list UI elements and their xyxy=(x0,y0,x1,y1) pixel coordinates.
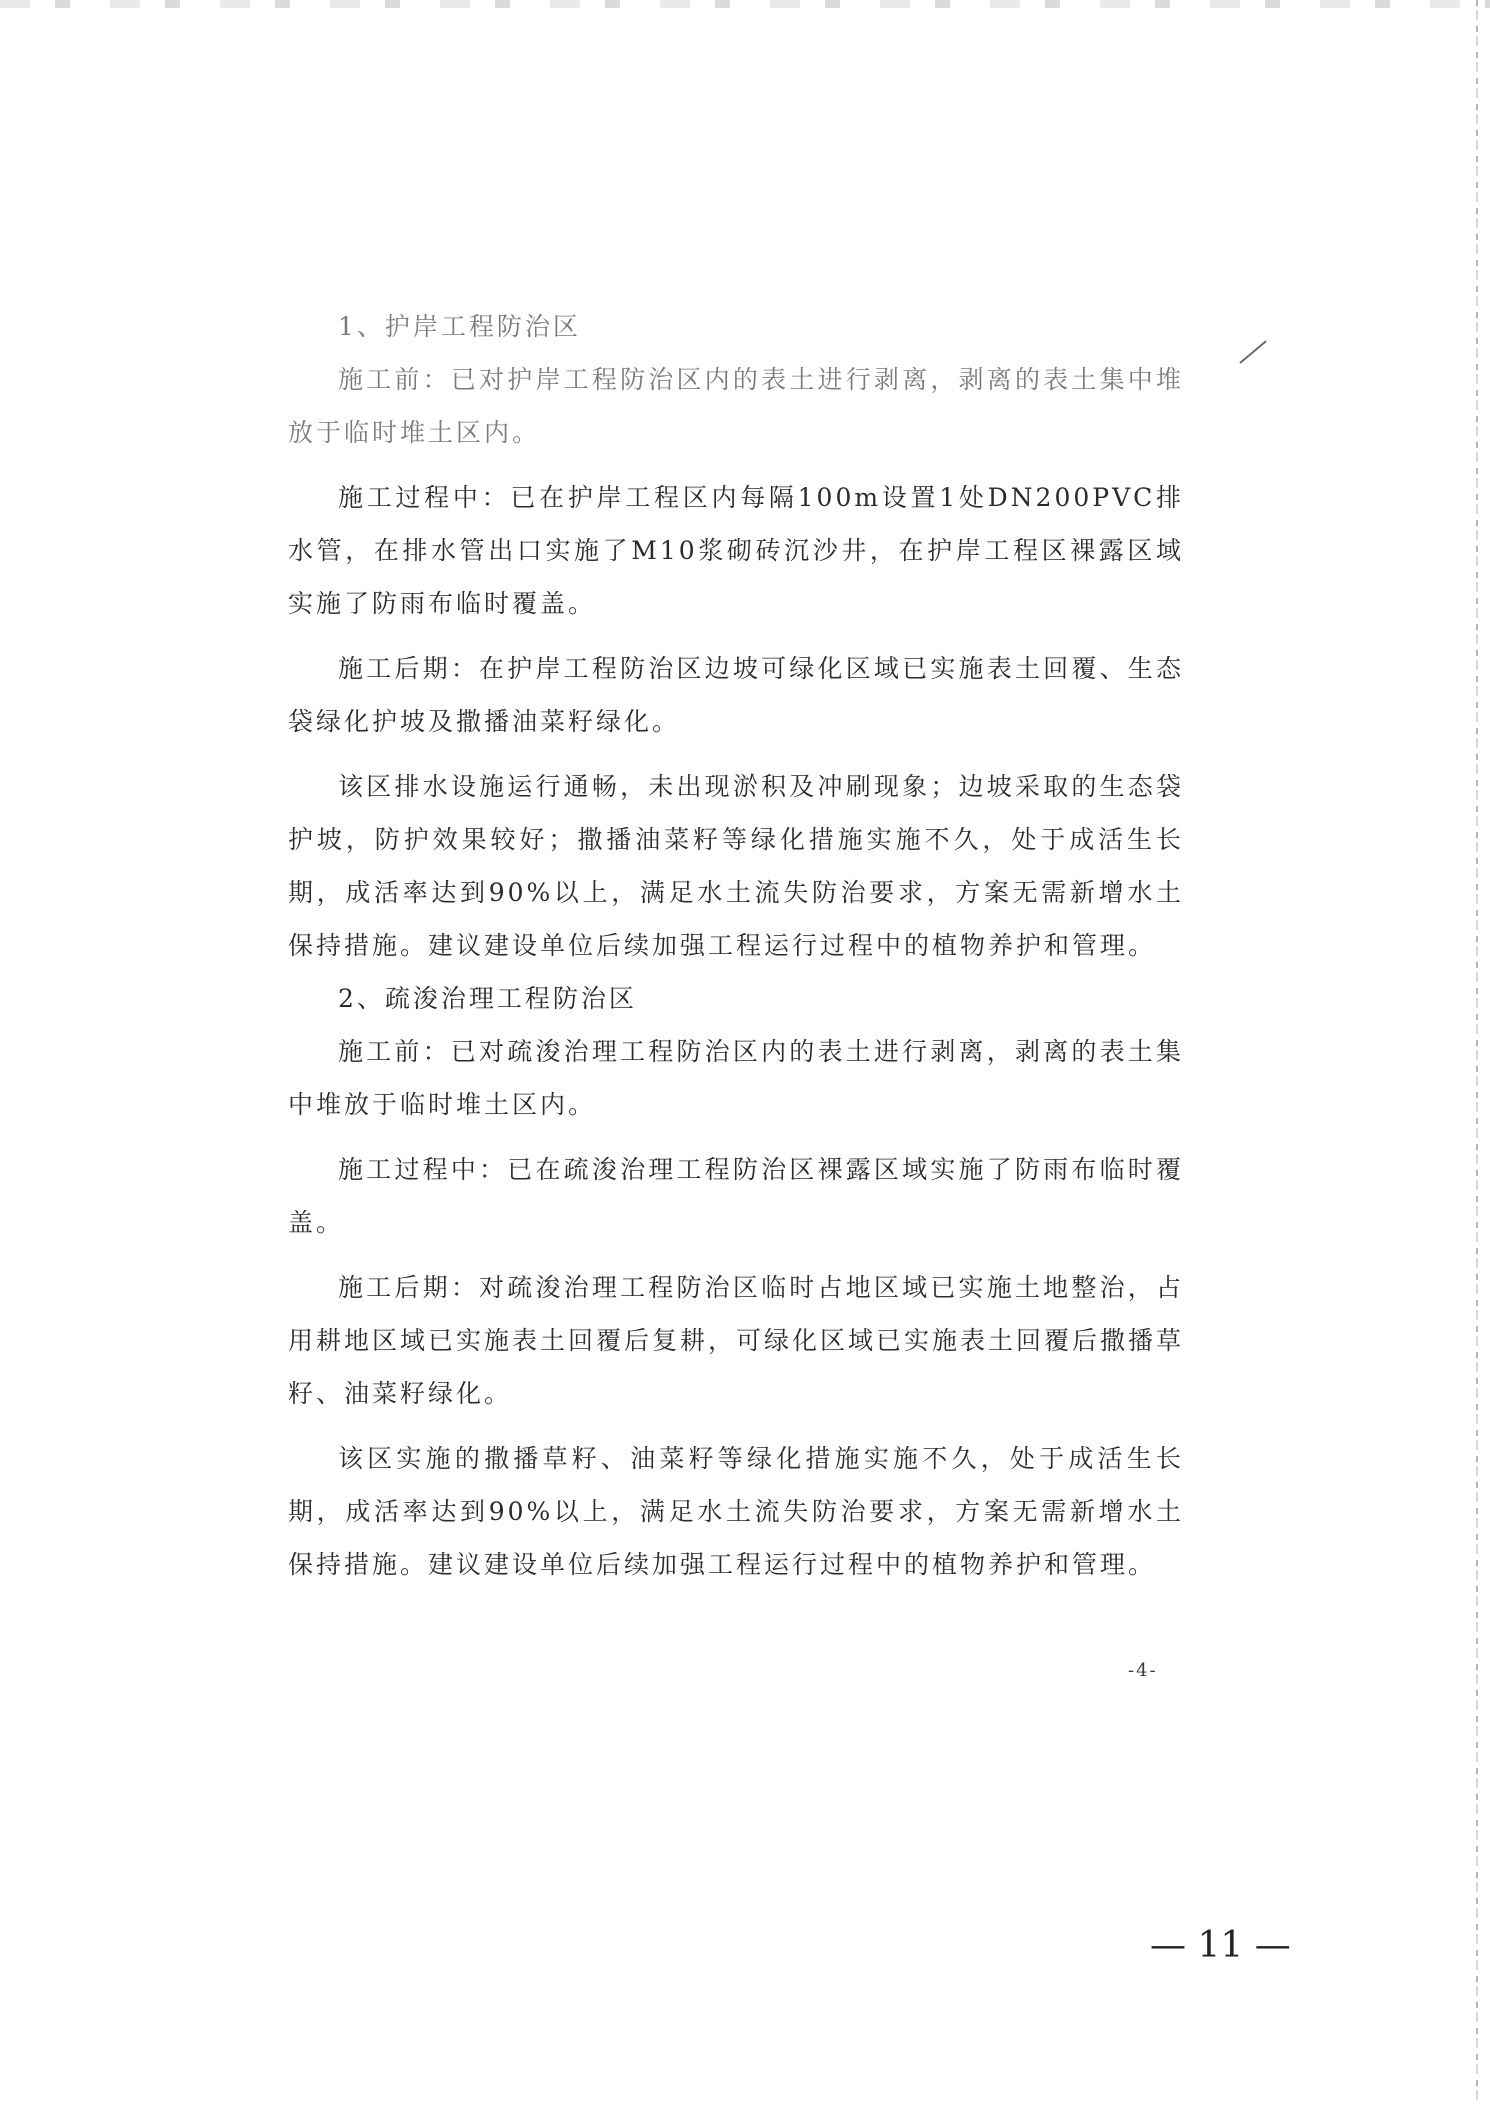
section-2-paragraph-before-construction: 施工前：已对疏浚治理工程防治区内的表土进行剥离，剥离的表土集中堆放于临时堆土区内。 xyxy=(288,1037,1184,1119)
section-2-paragraph-assessment: 该区实施的撒播草籽、油菜籽等绿化措施实施不久，处于成活生长期，成活率达到90%以上，满足水土流失防治要求，方案无需新增水土保持措施。建议建设单位后续加强工程运行过程中的植物养护和管理。 xyxy=(288,1444,1184,1579)
section-1-heading: 1、护岸工程防治区 xyxy=(338,312,581,341)
document-body xyxy=(288,300,1184,1591)
page-number: — 11 — xyxy=(1150,1925,1291,1966)
section-1-paragraph-assessment: 该区排水设施运行通畅，未出现淤积及冲刷现象；边坡采取的生态袋护坡，防护效果较好；撒播油菜籽等绿化措施实施不久，处于成活生长期，成活率达到90%以上，满足水土流失防治要求，方案无需新增水土保持措施。建议建设单位后续加强工程运行过程中的植物养护和管理。 xyxy=(288,772,1184,960)
scan-edge-top xyxy=(0,0,1490,8)
section-1-paragraph-before-construction: 施工前：已对护岸工程防治区内的表土进行剥离，剥离的表土集中堆放于临时堆土区内。 xyxy=(288,365,1184,447)
pen-mark xyxy=(1239,340,1266,363)
section-1-paragraph-after-construction: 施工后期：在护岸工程防治区边坡可绿化区域已实施表土回覆、生态袋绿化护坡及撒播油菜籽绿化。 xyxy=(288,654,1184,736)
section-2-heading: 2、疏浚治理工程防治区 xyxy=(338,984,637,1013)
inner-page-number: -4- xyxy=(1128,1660,1158,1681)
scan-edge-right xyxy=(1476,0,1478,2104)
section-2-paragraph-during-construction: 施工过程中：已在疏浚治理工程防治区裸露区域实施了防雨布临时覆盖。 xyxy=(288,1155,1184,1237)
section-2-paragraph-after-construction: 施工后期：对疏浚治理工程防治区临时占地区域已实施土地整治，占用耕地区域已实施表土回覆后复耕，可绿化区域已实施表土回覆后撒播草籽、油菜籽绿化。 xyxy=(288,1273,1185,1408)
section-1-paragraph-during-construction: 施工过程中：已在护岸工程区内每隔100m设置1处DN200PVC排水管，在排水管出口实施了M10浆砌砖沉沙井，在护岸工程区裸露区域实施了防雨布临时覆盖。 xyxy=(288,483,1184,618)
